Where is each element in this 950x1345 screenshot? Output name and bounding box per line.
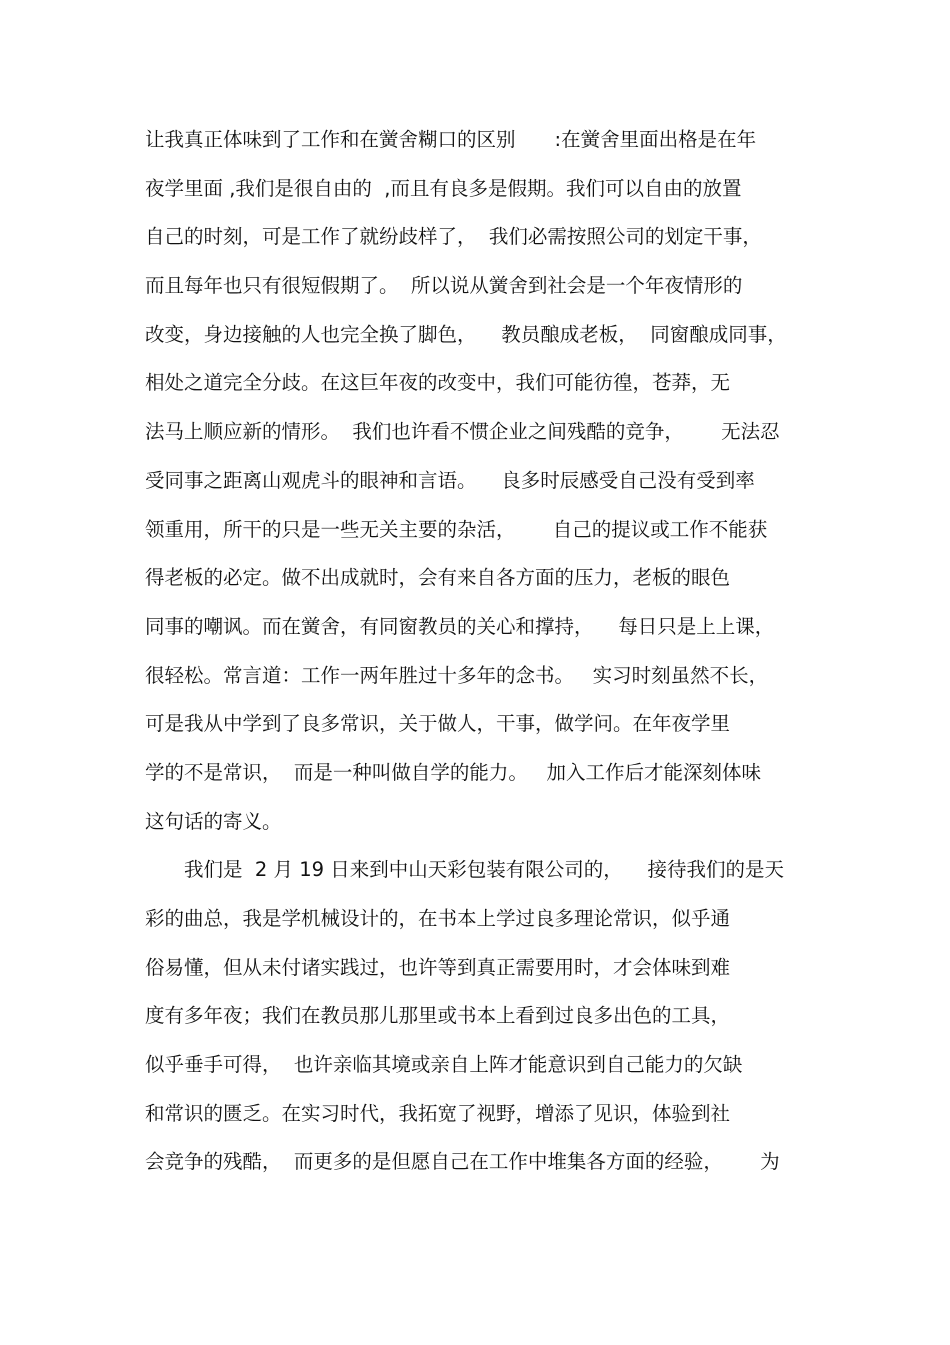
text-line: 度有多年夜；我们在教员那儿那里或书本上看到过良多出色的工具， xyxy=(145,1004,731,1028)
text-line: 很轻松。常言道：工作一两年胜过十多年的念书。 实习时刻虽然不长， xyxy=(145,663,769,687)
text-line: 可是我从中学到了良多常识，关于做人，干事，做学问。在年夜学里 xyxy=(145,712,731,736)
text-line: 会竞争的残酷， 而更多的是但愿自己在工作中堆集各方面的经验， 为 xyxy=(145,1150,780,1174)
text-line: 得老板的必定。做不出成就时，会有来自各方面的压力，老板的眼色 xyxy=(145,566,731,590)
text-line: 而且每年也只有很短假期了。 所以说从黉舍到社会是一个年夜情形的 xyxy=(145,274,743,298)
text-line: 同事的嘲讽。而在黉舍，有同窗教员的关心和撑持， 每日只是上上课， xyxy=(145,614,775,638)
text-line: 俗易懂，但从未付诸实践过，也许等到真正需要用时，才会体味到难 xyxy=(145,955,731,979)
text-line: 彩的曲总，我是学机械设计的，在书本上学过良多理论常识，似乎通 xyxy=(145,907,731,930)
text-line: 似乎垂手可得， 也许亲临其境或亲自上阵才能意识到自己能力的欠缺 xyxy=(145,1053,743,1077)
body-text xyxy=(145,122,810,1193)
text-line: 这句话的寄义。 xyxy=(145,809,282,833)
text-line: 改变，身边接触的人也完全换了脚色， 教员酿成老板， 同窗酿成同事， xyxy=(145,322,787,346)
text-line: 领重用，所干的只是一些无关主要的杂活， 自己的提议或工作不能获 xyxy=(145,517,768,541)
text-line: 和常识的匮乏。在实习时代，我拓宽了视野，增添了见识，体验到社 xyxy=(145,1101,731,1125)
text-line: 夜学里面 ,我们是很自由的 ,而且有良多是假期。我们可以自由的放置 xyxy=(145,176,742,200)
text-line: 相处之道完全分歧。在这巨年夜的改变中，我们可能彷徨，苍莽，无 xyxy=(145,371,731,395)
text-line: 让我真正体味到了工作和在黉舍糊口的区别 :在黉舍里面出格是在年 xyxy=(145,128,757,151)
text-line: 自己的时刻，可是工作了就纷歧样了， 我们必需按照公司的划定干事， xyxy=(145,225,762,249)
text-line: 受同事之距离山观虎斗的眼神和言语。 良多时辰感受自己没有受到率 xyxy=(145,468,755,492)
text-line: 法马上顺应新的情形。 我们也许看不惯企业之间残酷的竞争， 无法忍 xyxy=(145,420,780,444)
text-line: 我们是 2 月 19 日来到中山天彩包装有限公司的， 接待我们的是天 xyxy=(145,858,785,882)
text-line: 学的不是常识， 而是一种叫做自学的能力。 加入工作后才能深刻体味 xyxy=(145,760,761,784)
